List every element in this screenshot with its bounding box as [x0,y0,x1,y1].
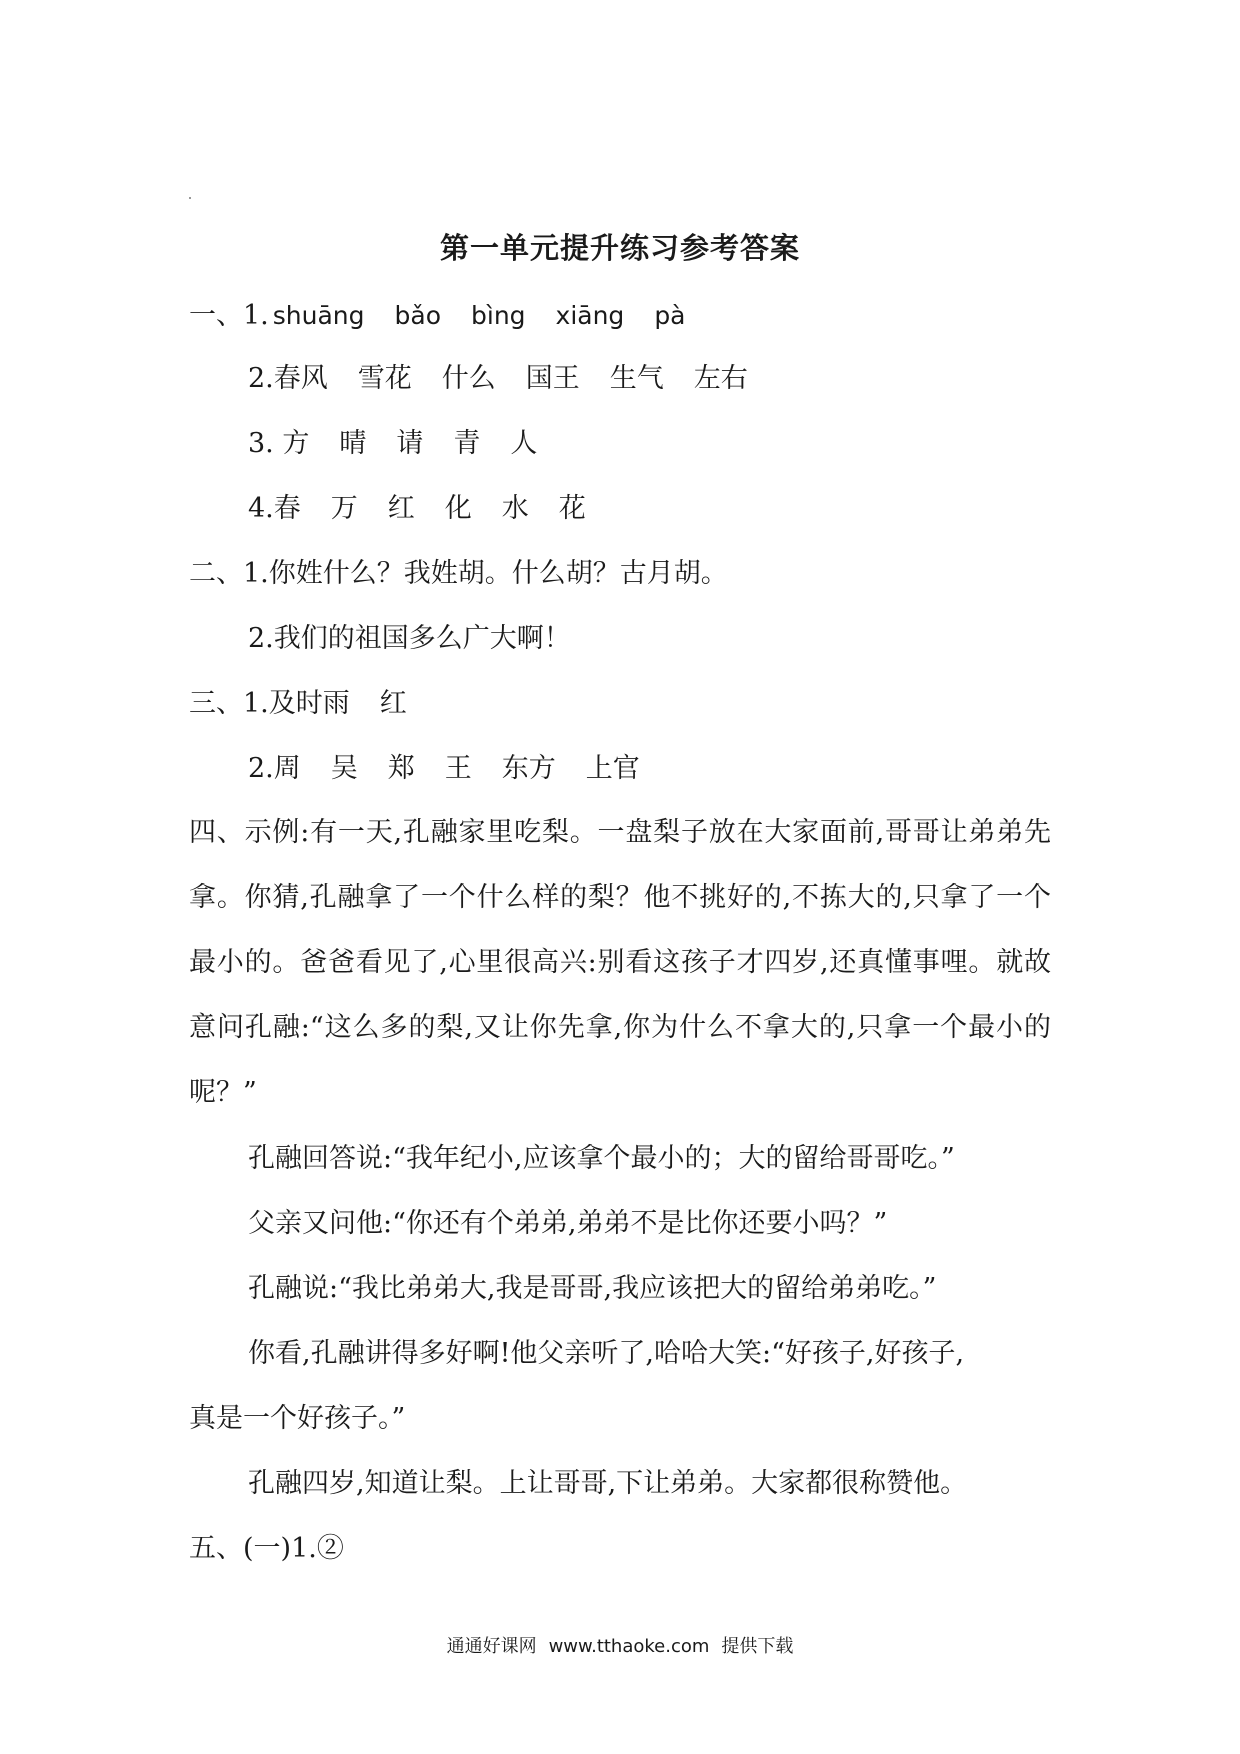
surname: 吴 [330,753,358,784]
char: 万 [330,493,358,524]
word: 生气 [609,363,664,394]
footer-note: 提供下载 [721,1636,794,1657]
char: 4.春 [248,493,301,524]
q5-item1-text: (一)1.② [243,1533,344,1564]
char: 花 [558,493,586,524]
q4-paragraph [189,800,1051,1125]
q3-item2 [248,755,640,782]
char: 请 [396,428,424,459]
word: 左右 [693,363,748,394]
page-title: 第一单元提升练习参考答案 [439,231,800,265]
surname: 2.周 [248,753,301,784]
scan-speck [189,197,191,199]
footer-url[interactable]: www.tthaoke.com [548,1636,710,1657]
q4-line5a: 你看,孔融讲得多好啊!他父亲听了,哈哈大笑:“好孩子,好孩子, [248,1338,965,1369]
surname: 东方 [501,753,556,784]
q2-item1 [189,560,728,587]
q1-item1 [189,302,686,329]
char: 化 [444,493,472,524]
q4-para1: 示例:有一天,孔融家里吃梨。一盘梨子放在大家面前,哥哥让弟弟先拿。你猜,孔融拿了一个什么样的梨？他不挑好的,不拣大的,只拿了一个最小的。爸爸看见了,心里很高兴:别看这孩子才四岁,还真懂事哩。就故意问孔融:“这么多的梨,又让你先拿,你为什么不拿大的,只拿一个最小的呢？” [189,817,1051,1108]
footer-site-name: 通通好课网 [446,1636,537,1657]
page-footer [0,1632,1240,1658]
q4-line3: 父亲又问他:“你还有个弟弟,弟弟不是比你还要小吗？” [248,1208,888,1239]
char: 3. 方 [248,428,310,459]
q1-label: 一、 [189,300,243,331]
q4-line6: 孔融四岁,知道让梨。上让哥哥,下让弟弟。大家都很称赞他。 [248,1468,968,1499]
word: 雪花 [357,363,412,394]
q3-item1-b: 红 [379,688,407,719]
char: 人 [510,428,538,459]
word: 国王 [525,363,580,394]
q4-line5b: 真是一个好孩子。” [189,1403,406,1434]
surname: 上官 [585,753,640,784]
q1-item2 [248,365,748,392]
char: 红 [387,493,415,524]
surname: 郑 [387,753,415,784]
q1-item3 [248,430,537,457]
word: 什么 [441,363,496,394]
q2-item1-text: 1.你姓什么？我姓胡。什么胡？古月胡。 [243,558,728,589]
char: 晴 [339,428,367,459]
q4-label: 四、 [189,817,245,848]
q1-item1-num: 1. [243,300,269,331]
pinyin-4: xiāng [555,301,625,330]
q3-label: 三、 [189,688,243,719]
pinyin-3: bìng [471,301,526,330]
pinyin-2: bǎo [394,301,441,330]
pinyin-1: shuāng [272,301,365,330]
char: 青 [453,428,481,459]
q5-label: 五、 [189,1533,243,1564]
q5-item1 [189,1535,344,1562]
q4-line2: 孔融回答说:“我年纪小,应该拿个最小的；大的留给哥哥吃。” [248,1143,955,1174]
q1-item4 [248,495,586,522]
pinyin-5: pà [654,301,686,330]
q3-item1-a: 1.及时雨 [243,688,350,719]
q4-line4: 孔融说:“我比弟弟大,我是哥哥,我应该把大的留给弟弟吃。” [248,1273,937,1304]
surname: 王 [444,753,472,784]
word: 2.春风 [248,363,328,394]
q2-label: 二、 [189,558,243,589]
char: 水 [501,493,529,524]
q2-item2: 2.我们的祖国多么广大啊！ [248,623,571,654]
q3-item1 [189,690,407,717]
